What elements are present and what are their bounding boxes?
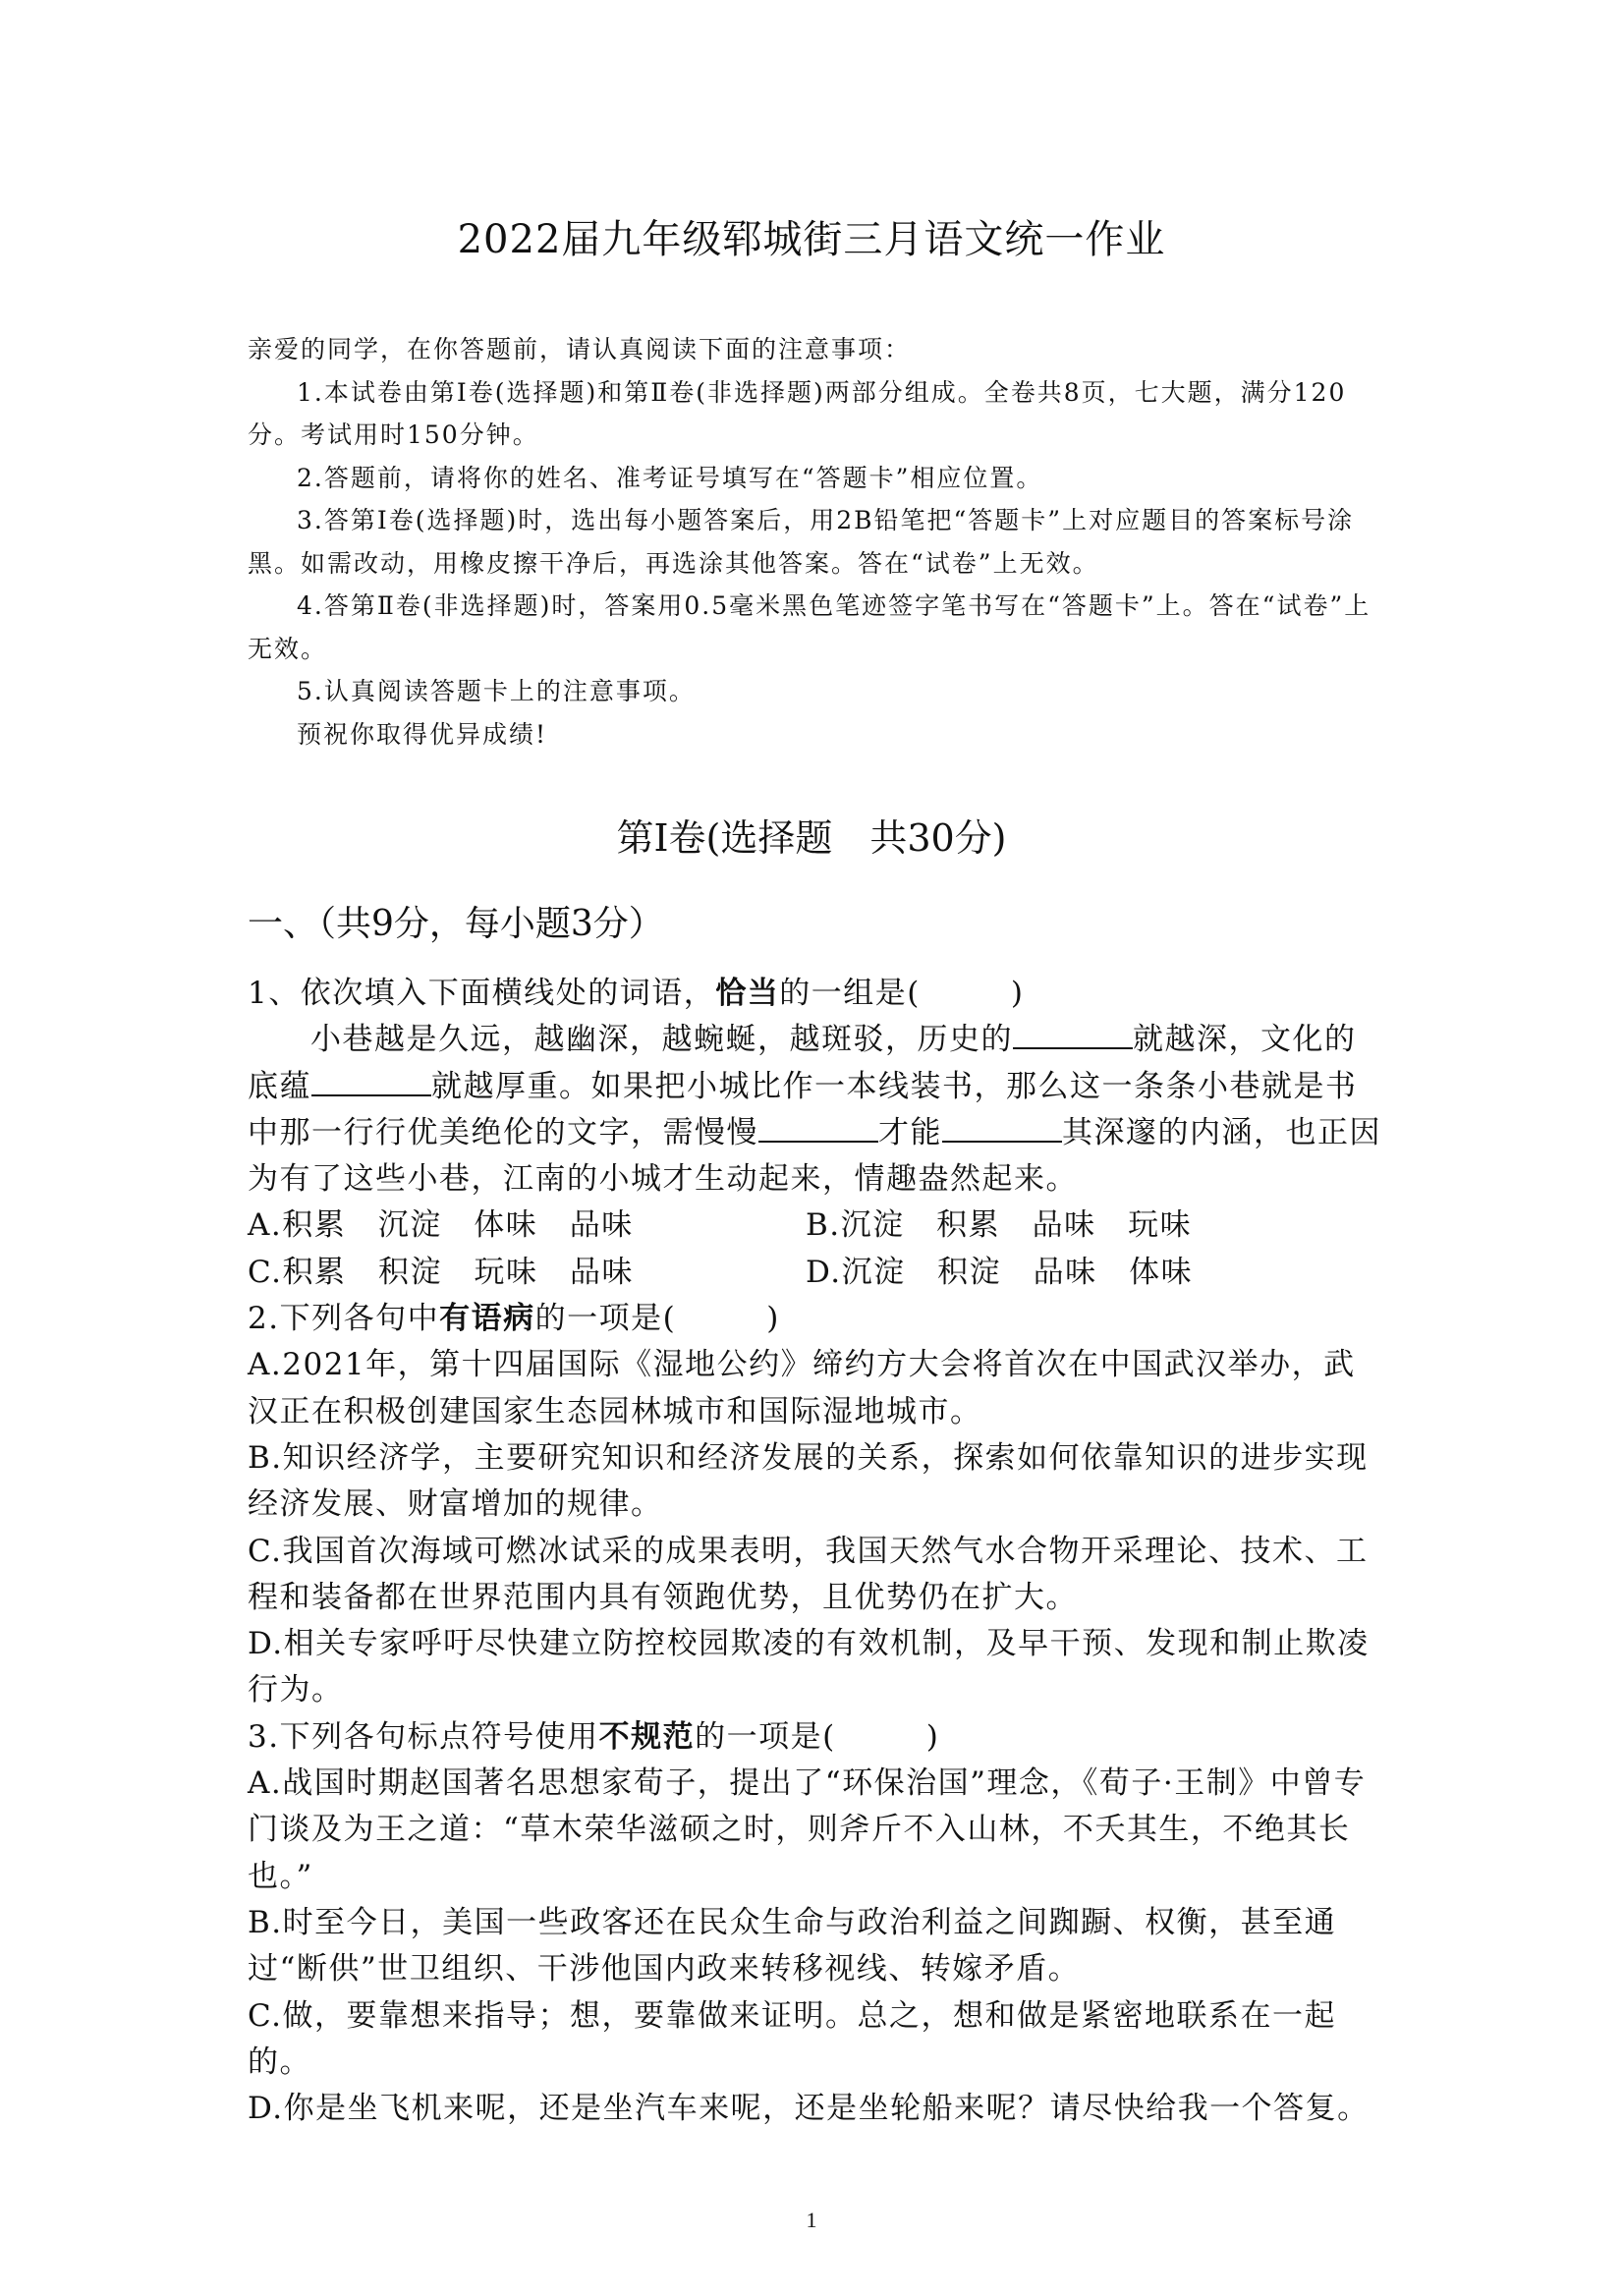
notice-item: 2.答题前，请将你的姓名、准考证号填写在“答题卡”相应位置。 xyxy=(297,463,1043,492)
passage-text: 其深邃的内涵，也正因为有了这些小巷，江南的小城才生动起来，情趣盎然起来。 xyxy=(248,1114,1381,1198)
question-1-passage xyxy=(248,1017,1387,1203)
passage-text: 就越厚重。如果把小城比作一本线装书，那么这一条条小巷就是书中那一行行优美绝伦的文字，需慢慢 xyxy=(248,1068,1358,1150)
option-b: B.知识经济学，主要研究知识和经济发展的关系，探索如何依靠知识的进步实现经济发展、财富增加的规律。 xyxy=(248,1439,1369,1523)
option-c: C.我国首次海域可燃冰试采的成果表明，我国天然气水合物开采理论、技术、工程和装备都在世界范围内具有领跑优势，且优势仍在扩大。 xyxy=(248,1533,1369,1615)
option-d: D.沉淀 积淀 品味 体味 xyxy=(806,1254,1194,1290)
stem-text: 3.下列各句标点符号使用 xyxy=(248,1718,599,1755)
stem-text: ) xyxy=(766,1301,780,1337)
stem-emphasis: 恰当 xyxy=(715,976,780,1011)
notice-item: 1.本试卷由第Ⅰ卷(选择题)和第Ⅱ卷(非选择题)两部分组成。全卷共8页，七大题，满分120分。考试用时150分钟。 xyxy=(248,377,1347,449)
fill-blank xyxy=(942,1111,1062,1143)
page-title: 2022届九年级郓城街三月语文统一作业 xyxy=(457,217,1166,262)
stem-text: ) xyxy=(1010,976,1025,1011)
page-number: 1 xyxy=(806,2208,817,2232)
stem-text: ) xyxy=(925,1718,940,1755)
notice-item: 5.认真阅读答题卡上的注意事项。 xyxy=(297,677,696,705)
option-a: A.2021年，第十四届国际《湿地公约》缔约方大会将首次在中国武汉举办，武汉正在积极创建国家生态园林城市和国际湿地城市。 xyxy=(248,1347,1356,1429)
option-a: A.战国时期赵国著名思想家荀子，提出了“环保治国”理念，《荀子·王制》中曾专门谈及为王之道：“草木荣华滋硕之时，则斧斤不入山林，不夭其生，不绝其长也。” xyxy=(248,1765,1367,1894)
option-b: B.沉淀 积累 品味 玩味 xyxy=(806,1207,1193,1244)
fill-blank xyxy=(311,1065,431,1096)
part-heading: 一、（共9分，每小题3分） xyxy=(248,904,664,944)
passage-text: 就越深，文化的底蕴 xyxy=(248,1022,1357,1104)
question-3-stem xyxy=(248,1714,1387,1761)
stem-text: 2.下列各句中 xyxy=(248,1301,440,1337)
option-row xyxy=(248,1250,1387,1296)
stem-text: 的一项是( xyxy=(695,1718,836,1755)
stem-text: 的一组是( xyxy=(779,976,921,1011)
option-c: C.积累 积淀 玩味 品味 xyxy=(248,1254,634,1290)
notice-block xyxy=(248,328,1383,756)
option-c: C.做，要靠想来指导；想，要靠做来证明。总之，想和做是紧密地联系在一起的。 xyxy=(248,1997,1336,2080)
option-a: A.积累 沉淀 体味 品味 xyxy=(248,1207,634,1244)
notice-intro: 亲爱的同学，在你答题前，请认真阅读下面的注意事项： xyxy=(248,335,912,364)
question-2-stem xyxy=(248,1296,1387,1342)
stem-emphasis: 不规范 xyxy=(598,1718,696,1755)
questions xyxy=(248,971,1387,2132)
stem-text: 的一项是( xyxy=(534,1301,677,1337)
passage-text: 才能 xyxy=(878,1114,942,1150)
option-d: D.相关专家呼吁尽快建立防控校园欺凌的有效机制，及早干预、发现和制止欺凌行为。 xyxy=(248,1626,1370,1708)
stem-text: 1、依次填入下面横线处的词语， xyxy=(248,976,716,1011)
notice-item: 3.答第Ⅰ卷(选择题)时，选出每小题答案后，用2B铅笔把“答题卡”上对应题目的答案标号涂黑。如需改动，用橡皮擦干净后，再选涂其他答案。答在“试卷”上无效。 xyxy=(248,506,1355,578)
stem-emphasis: 有语病 xyxy=(439,1301,535,1337)
fill-blank xyxy=(758,1111,878,1143)
notice-closing: 预祝你取得优异成绩! xyxy=(297,719,548,749)
option-d: D.你是坐飞机来呢，还是坐汽车来呢，还是坐轮船来呢？请尽快给我一个答复。 xyxy=(248,2091,1370,2127)
section-title: 第Ⅰ卷(选择题 共30分) xyxy=(616,816,1007,860)
option-row xyxy=(248,1203,1387,1249)
question-1-stem xyxy=(248,971,1387,1017)
passage-text: 小巷越是久远，越幽深，越蜿蜒，越斑驳，历史的 xyxy=(310,1022,1013,1058)
fill-blank xyxy=(1013,1018,1133,1049)
option-b: B.时至今日，美国一些政客还在民众生命与政治利益之间踟蹰、权衡，甚至通过“断供”世卫组织、干涉他国内政来转移视线、转嫁矛盾。 xyxy=(248,1904,1337,1988)
notice-item: 4.答第Ⅱ卷(非选择题)时，答案用0.5毫米黑色笔迹签字笔书写在“答题卡”上。答在“试卷”上无效。 xyxy=(248,591,1371,663)
